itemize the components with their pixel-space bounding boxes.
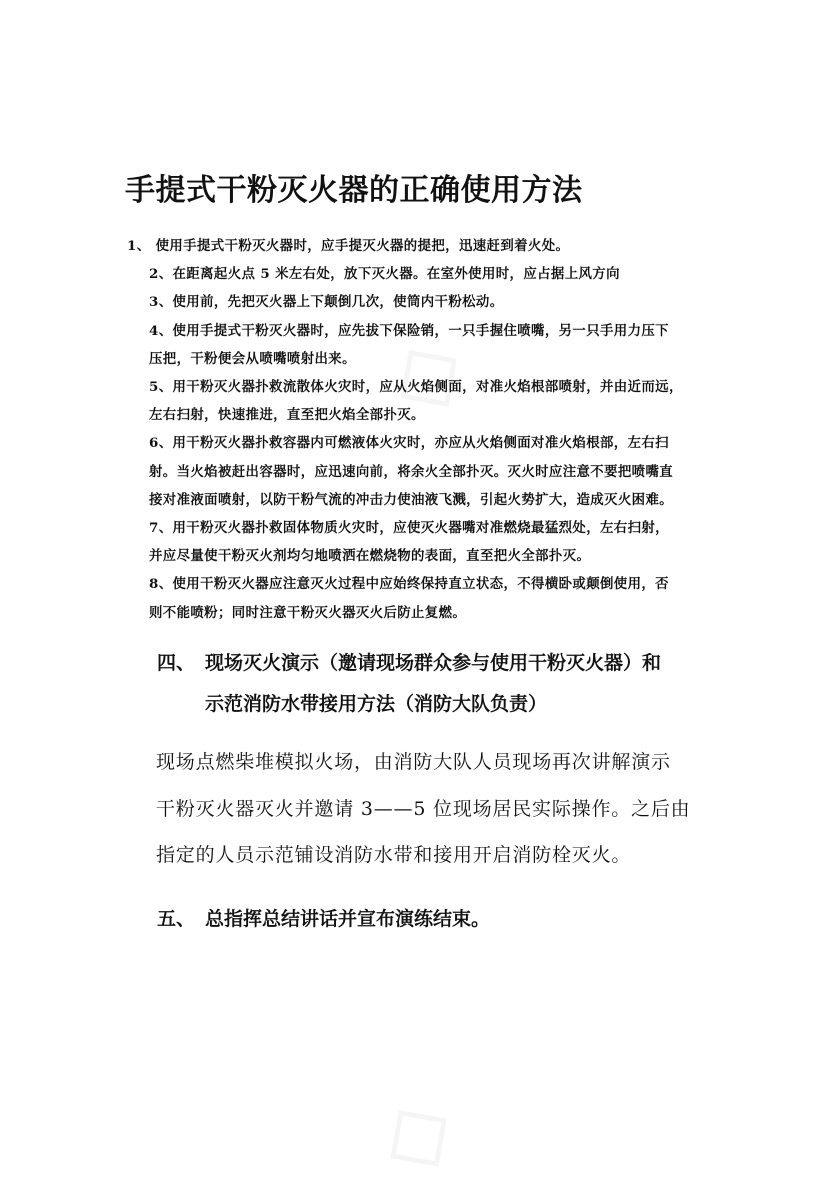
section-heading: 总指挥总结讲话并宣布演练结束。	[205, 908, 491, 930]
page-title: 手提式干粉灭火器的正确使用方法	[125, 173, 583, 208]
step-item: 5、用干粉灭火器扑救流散体火灾时，应从火焰侧面，对准火焰根部喷射，并由近而远， 左右扫射，快速推进，直至把火焰全部扑灭。	[149, 379, 683, 424]
step-item: 6、用干粉灭火器扑救容器内可燃液体火灾时，亦应从火焰侧面对准火焰根部，左右扫 射。当火焰被赶出容器时，应迅速向前，将余火全部扑灭。灭火时应注意不要把喷嘴直 接对准液面喷射，以防干粉气流的冲击力使油液飞溅，引起火势扩大，造成灭火困难。	[149, 435, 674, 508]
step-item: 2、在距离起火点 5 米左右处，放下灭火器。在室外使用时，应占据上风方向	[149, 266, 620, 283]
step-item: 4、使用手提式干粉灭火器时，应先拔下保险销，一只手握住喷嘴，另一只手用力压下 压把，干粉便会从喷嘴喷射出来。	[149, 322, 669, 367]
step-item: 8、使用干粉灭火器应注意灭火过程中应始终保持直立状态，不得横卧或颠倒使用，否 则不能喷粉；同时注意干粉灭火器灭火后防止复燃。	[149, 576, 669, 621]
section-heading: 示范消防水带接用方法（消防大队负责）	[205, 693, 548, 715]
section-number: 四、	[157, 652, 196, 674]
step-item: 3、使用前，先把灭火器上下颠倒几次，使筒内干粉松动。	[149, 294, 504, 311]
step-item: 1、 使用手提式干粉灭火器时，应手提灭火器的提把，迅速赶到着火处。	[127, 238, 570, 254]
section-heading: 现场灭火演示（邀请现场群众参与使用干粉灭火器）和	[205, 652, 662, 674]
watermark: ◇	[366, 309, 484, 436]
steps-list	[127, 232, 712, 627]
section-paragraph: 现场点燃柴堆模拟火场，由消防大队人员现场再次讲解演示 干粉灭火器灭火并邀请 3——5 位现场居民实际操作。之后由 指定的人员示范铺设消防水带和接用开启消防栓灭火。	[156, 751, 691, 866]
section-number: 五、	[157, 908, 196, 930]
watermark: ◇	[356, 1069, 474, 1195]
step-item: 7、用干粉灭火器扑救固体物质火灾时，应使灭火器嘴对准燃烧最猛烈处，左右扫射， 并应尽量使干粉灭火剂均匀地喷洒在燃烧物的表面，直至把火全部扑灭。	[149, 520, 669, 565]
